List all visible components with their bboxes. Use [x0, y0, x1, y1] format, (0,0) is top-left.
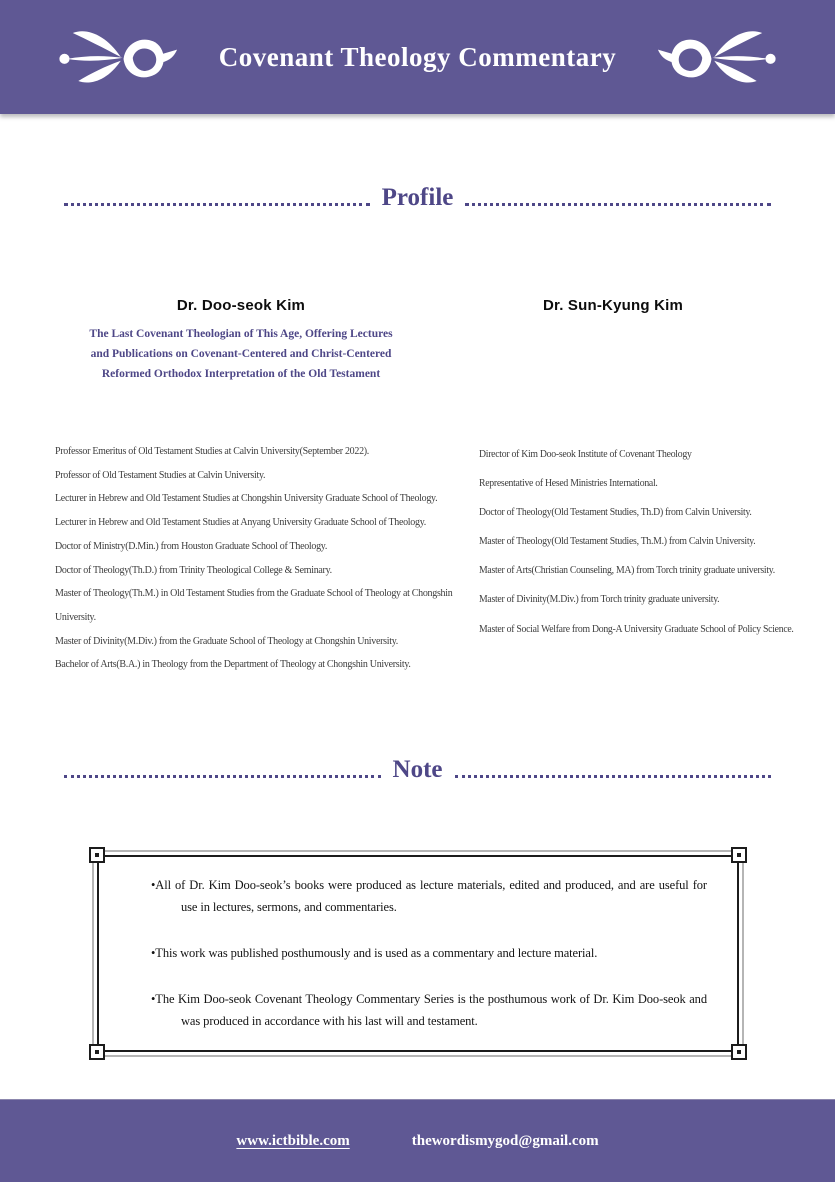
frame-corner-ornament [731, 1044, 747, 1060]
note-box [97, 855, 739, 1052]
note-item-text: The Kim Doo-seok Covenant Theology Commentary Series is the posthumous work of Dr. Kim Doo-seok and was produced in accordance with his last will and testament. [155, 992, 707, 1028]
email-text: thewordismygod@gmail.com [411, 1132, 599, 1149]
tagline-line: The Last Covenant Theologian of This Age, Offering Lectures [89, 328, 393, 340]
profile-header-left [55, 297, 427, 440]
credential-item: Doctor of Theology(Th.D.) from Trinity Theological College & Seminary. [55, 564, 332, 576]
credential-item: Master of Divinity(M.Div.) from Torch trinity graduate university. [479, 594, 720, 606]
profile-name-right: Dr. Sun-Kyung Kim [542, 297, 684, 314]
credential-item: Professor of Old Testament Studies at Calvin University. [55, 469, 266, 481]
credentials-list-left [55, 440, 480, 677]
corner-knot [737, 853, 741, 857]
credential-item: Director of Kim Doo-seok Institute of Covenant Theology [479, 449, 692, 460]
credentials-list-right [479, 440, 810, 644]
tagline-line: and Publications on Covenant-Centered and Christ-Centered [90, 348, 392, 360]
credential-item: Master of Theology(Th.M.) in Old Testament Studies from the Graduate School of Theology at Chongshin University. [55, 588, 453, 623]
credential-item: Doctor of Theology(Old Testament Studies, Th.D) from Calvin University. [479, 507, 752, 519]
profile-column-right [479, 297, 835, 644]
credential-item: Lecturer in Hebrew and Old Testament Studies at Anyang University Graduate School of Theology. [55, 517, 426, 529]
profile-header-right [479, 297, 747, 440]
profile-tagline [55, 324, 427, 384]
profiles-columns [55, 297, 835, 677]
header-band [0, 0, 835, 114]
credential-item: Master of Social Welfare from Dong-A University Graduate School of Policy Science. [479, 623, 794, 635]
credential-item: Master of Arts(Christian Counseling, MA) from Torch trinity graduate university. [479, 565, 775, 577]
dotted-leader-left [64, 203, 370, 206]
credential-item: Master of Theology(Old Testament Studies, Th.M.) from Calvin University. [479, 536, 756, 548]
bullet-icon: • [151, 946, 156, 960]
note-item [151, 988, 707, 1032]
profile-section-heading [0, 178, 835, 218]
floral-sprig-left-icon [58, 27, 178, 87]
note-item-text: All of Dr. Kim Doo-seok’s books were produced as lecture materials, edited and produced, and are useful for use in lectures, sermons, and commentaries. [155, 878, 707, 914]
page-title: Covenant Theology Commentary [218, 41, 617, 72]
credential-item: Bachelor of Arts(B.A.) in Theology from the Department of Theology at Chongshin University. [55, 659, 411, 671]
note-item-text: This work was published posthumously and is used as a commentary and lecture material. [155, 946, 598, 960]
dotted-leader-right [465, 203, 771, 206]
corner-knot [95, 853, 99, 857]
profile-column-left [55, 297, 479, 677]
note-section-heading [0, 750, 835, 790]
frame-corner-ornament [89, 1044, 105, 1060]
frame-corner-ornament [89, 847, 105, 863]
credential-item: Doctor of Ministry(D.Min.) from Houston Graduate School of Theology. [55, 540, 328, 552]
corner-knot [737, 1050, 741, 1054]
bullet-icon: • [151, 878, 156, 892]
frame-corner-ornament [731, 847, 747, 863]
note-heading-text: Note [392, 756, 443, 783]
note-item [151, 874, 707, 918]
bullet-icon: • [151, 992, 156, 1006]
credential-item: Master of Divinity(M.Div.) from the Graduate School of Theology at Chongshin University. [55, 635, 399, 647]
floral-sprig-right-icon [657, 27, 777, 87]
credential-item: Professor Emeritus of Old Testament Studies at Calvin University(September 2022). [55, 446, 370, 457]
credential-item: Representative of Hesed Ministries International. [479, 478, 658, 490]
dotted-leader-left [64, 775, 381, 778]
profile-heading-text: Profile [381, 184, 454, 211]
corner-knot [95, 1050, 99, 1054]
note-item [151, 942, 707, 964]
dotted-leader-right [455, 775, 772, 778]
website-link[interactable]: www.ictbible.com [236, 1132, 350, 1149]
credential-item: Lecturer in Hebrew and Old Testament Studies at Chongshin University Graduate School of Theology. [55, 493, 438, 505]
tagline-line: Reformed Orthodox Interpretation of the Old Testament [101, 368, 381, 380]
footer-band [0, 1099, 835, 1182]
profile-name-left: Dr. Doo-seok Kim [176, 297, 306, 314]
